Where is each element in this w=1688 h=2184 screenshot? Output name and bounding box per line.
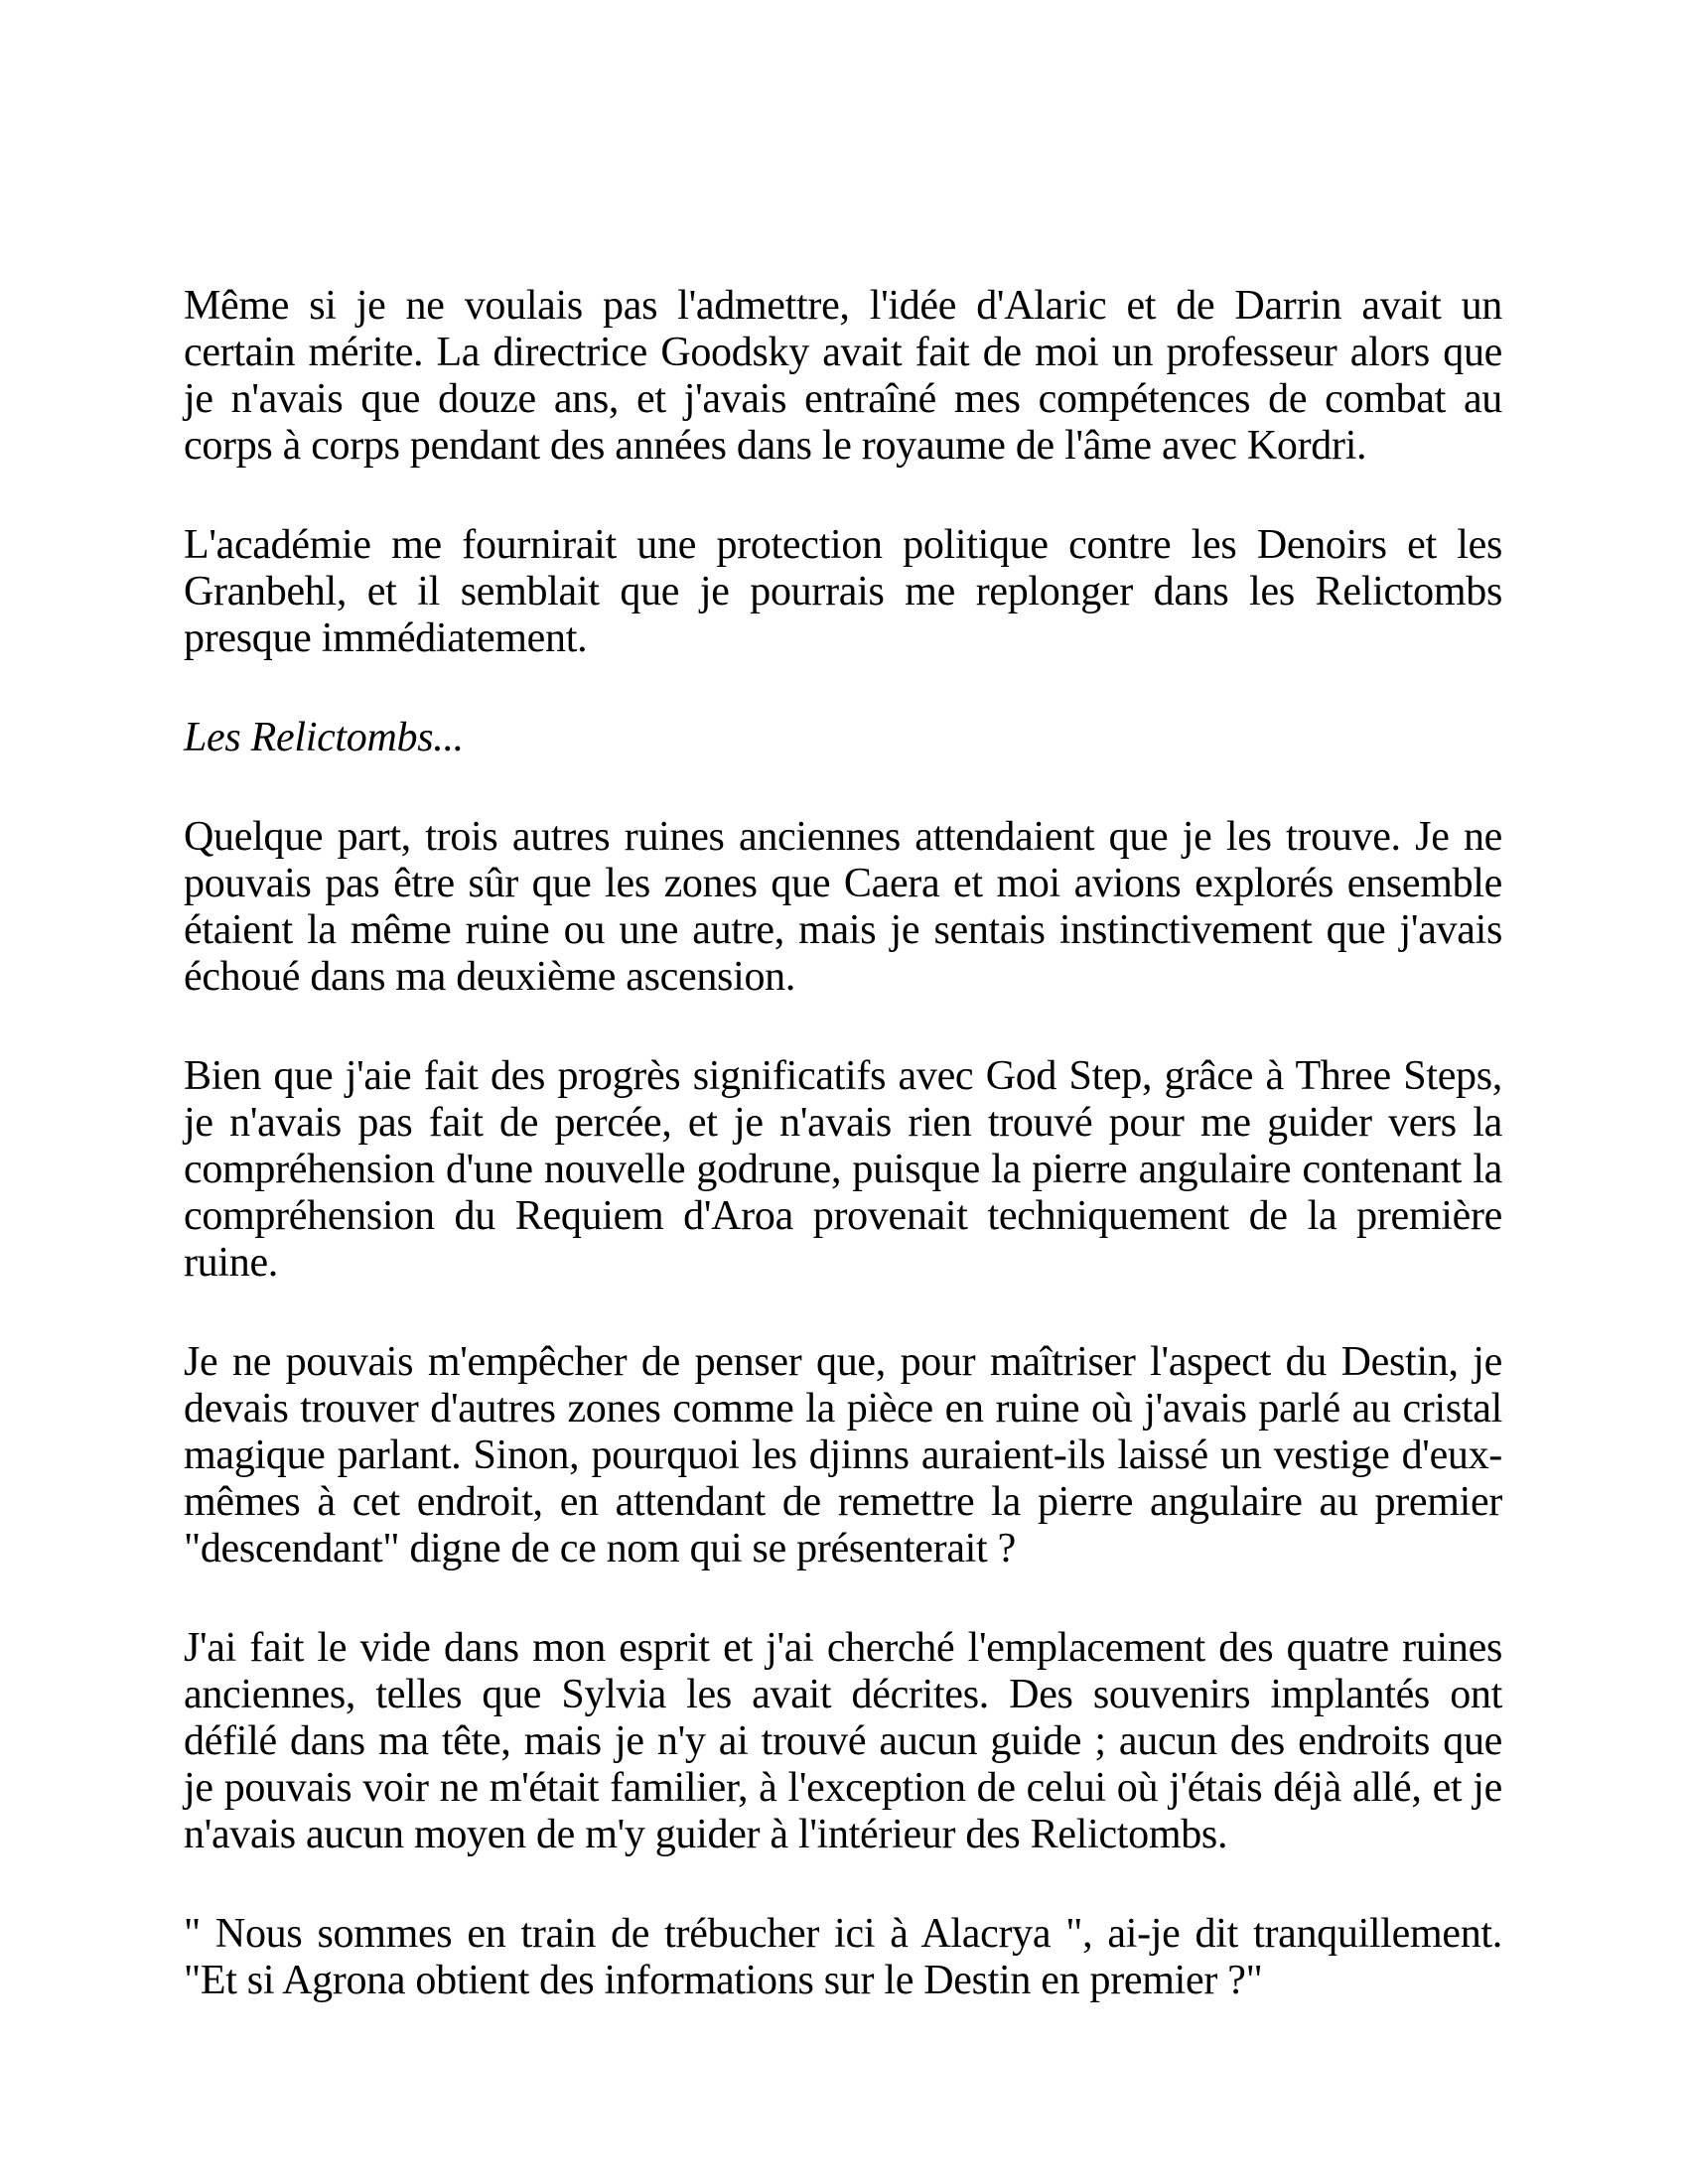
text-line: Les Relictombs... <box>184 715 464 760</box>
text-line: étaient la même ruine ou une autre, mais je sentais instinctivement que j'avais <box>184 907 1502 953</box>
text-line: compréhension d'une nouvelle godrune, puisque la pierre angulaire contenant la <box>184 1147 1502 1192</box>
text-line: " Nous sommes en train de trébucher ici à Alacrya ", ai-je dit tranquillement. <box>184 1911 1502 1957</box>
text-line: Bien que j'aie fait des progrès significatifs avec God Step, grâce à Three Steps, <box>184 1053 1502 1099</box>
text-line: certain mérite. La directrice Goodsky avait fait de moi un professeur alors que <box>184 330 1502 375</box>
text-line: Je ne pouvais m'empêcher de penser que, pour maîtriser l'aspect du Destin, je <box>184 1339 1502 1385</box>
paragraph <box>184 1339 1502 1572</box>
text-line: J'ai fait le vide dans mon esprit et j'ai cherché l'emplacement des quatre ruines <box>184 1625 1502 1671</box>
text-line: devais trouver d'autres zones comme la pièce en ruine où j'avais parlé au cristal <box>184 1386 1502 1432</box>
text-line: L'académie me fournirait une protection politique contre les Denoirs et les <box>184 522 1502 568</box>
text-line: Granbehl, et il semblait que je pourrais me replonger dans les Relictombs <box>184 569 1502 614</box>
text-line: je pouvais voir ne m'était familier, à l'exception de celui où j'étais déjà allé, et je <box>184 1765 1502 1811</box>
text-line: corps à corps pendant des années dans le royaume de l'âme avec Kordri. <box>184 423 1367 469</box>
text-line: "Et si Agrona obtient des informations sur le Destin en premier ?" <box>184 1958 1263 2003</box>
paragraph <box>184 1053 1502 1287</box>
text-line: échoué dans ma deuxième ascension. <box>184 954 796 1000</box>
text-line: Même si je ne voulais pas l'admettre, l'idée d'Alaric et de Darrin avait un <box>184 283 1502 329</box>
text-line: n'avais aucun moyen de m'y guider à l'intérieur des Relictombs. <box>184 1812 1228 1857</box>
paragraph-italic <box>184 715 1502 761</box>
text-line: défilé dans ma tête, mais je n'y ai trouvé aucun guide ; aucun des endroits que <box>184 1718 1502 1764</box>
paragraph <box>184 814 1502 1001</box>
paragraph <box>184 283 1502 470</box>
text-line: je n'avais que douze ans, et j'avais entraîné mes compétences de combat au <box>184 376 1502 422</box>
paragraph <box>184 1911 1502 2004</box>
text-line: pouvais pas être sûr que les zones que Caera et moi avions explorés ensemble <box>184 861 1502 906</box>
paragraph <box>184 1625 1502 1858</box>
text-line: magique parlant. Sinon, pourquoi les djinns auraient-ils laissé un vestige d'eux- <box>184 1433 1502 1478</box>
text-line: je n'avais pas fait de percée, et je n'avais rien trouvé pour me guider vers la <box>184 1100 1502 1146</box>
text-line: Quelque part, trois autres ruines anciennes attendaient que je les trouve. Je ne <box>184 814 1502 860</box>
text-line: presque immédiatement. <box>184 615 588 661</box>
text-column <box>184 283 1502 2004</box>
text-line: ruine. <box>184 1240 278 1286</box>
text-line: anciennes, telles que Sylvia les avait décrites. Des souvenirs implantés ont <box>184 1672 1502 1717</box>
paragraph <box>184 522 1502 662</box>
text-line: compréhension du Requiem d'Aroa provenait techniquement de la première <box>184 1193 1502 1239</box>
text-line: "descendant" digne de ce nom qui se présenterait ? <box>184 1526 1016 1571</box>
text-line: mêmes à cet endroit, en attendant de remettre la pierre angulaire au premier <box>184 1479 1502 1525</box>
